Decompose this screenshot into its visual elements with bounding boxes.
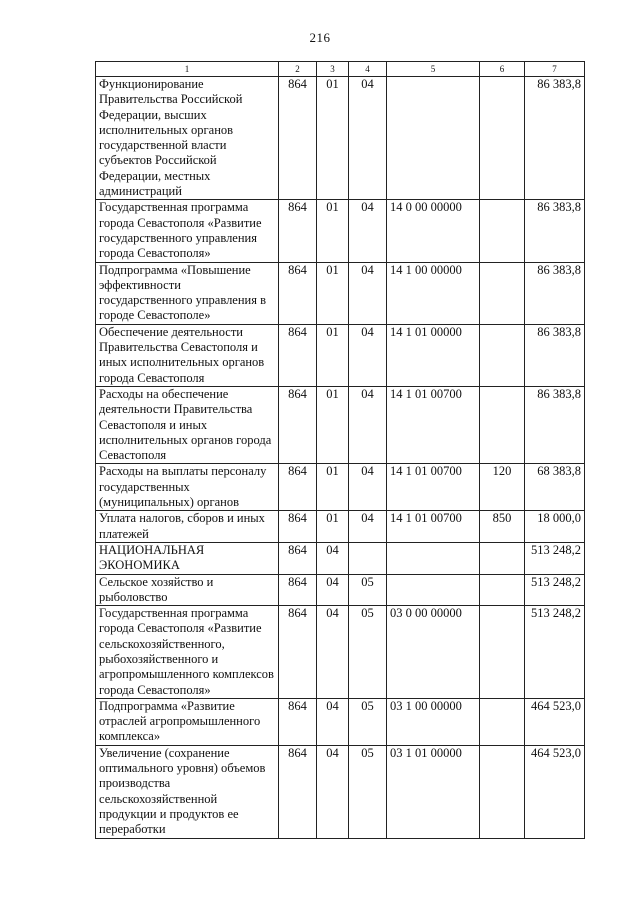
table-row: [96, 542, 585, 574]
section-code: 01: [317, 77, 349, 200]
target-article-code: [387, 77, 480, 200]
item-name: Расходы на выплаты персоналу государственных (муниципальных) органов: [96, 464, 279, 511]
subsection-code: 05: [349, 745, 387, 838]
ministry-code: 864: [279, 698, 317, 745]
target-article-code: [387, 542, 480, 574]
header-col-7: 7: [525, 62, 585, 77]
table-row: [96, 511, 585, 543]
table-row: [96, 464, 585, 511]
subsection-code: [349, 542, 387, 574]
expense-type-code: 850: [480, 511, 525, 543]
table-row: [96, 262, 585, 324]
ministry-code: 864: [279, 200, 317, 262]
amount: 86 383,8: [525, 77, 585, 200]
expense-type-code: 120: [480, 464, 525, 511]
section-code: 04: [317, 745, 349, 838]
amount: 86 383,8: [525, 262, 585, 324]
target-article-code: 14 1 01 00700: [387, 386, 480, 463]
table-row: [96, 606, 585, 699]
target-article-code: 14 1 01 00700: [387, 511, 480, 543]
ministry-code: 864: [279, 574, 317, 606]
header-row: [96, 62, 585, 77]
ministry-code: 864: [279, 77, 317, 200]
amount: 513 248,2: [525, 574, 585, 606]
item-name: Сельское хозяйство и рыболовство: [96, 574, 279, 606]
section-code: 01: [317, 511, 349, 543]
item-name: Государственная программа города Севастополя «Развитие государственного управления города Севастополя»: [96, 200, 279, 262]
item-name: Функционирование Правительства Российской Федерации, высших исполнительных органов государственной власти субъектов Российской Федерации, местных администраций: [96, 77, 279, 200]
item-name: Уплата налогов, сборов и иных платежей: [96, 511, 279, 543]
amount: 464 523,0: [525, 745, 585, 838]
amount: 513 248,2: [525, 542, 585, 574]
ministry-code: 864: [279, 606, 317, 699]
subsection-code: 04: [349, 77, 387, 200]
section-code: 04: [317, 606, 349, 699]
ministry-code: 864: [279, 745, 317, 838]
expense-type-code: [480, 574, 525, 606]
section-code: 04: [317, 698, 349, 745]
target-article-code: [387, 574, 480, 606]
subsection-code: 05: [349, 698, 387, 745]
ministry-code: 864: [279, 511, 317, 543]
subsection-code: 05: [349, 574, 387, 606]
table-row: [96, 698, 585, 745]
expense-type-code: [480, 77, 525, 200]
expense-type-code: [480, 324, 525, 386]
budget-table: [95, 61, 585, 839]
subsection-code: 04: [349, 200, 387, 262]
expense-type-code: [480, 542, 525, 574]
subsection-code: 04: [349, 464, 387, 511]
header-col-5: 5: [387, 62, 480, 77]
amount: 86 383,8: [525, 324, 585, 386]
section-code: 04: [317, 574, 349, 606]
amount: 86 383,8: [525, 386, 585, 463]
target-article-code: 03 1 00 00000: [387, 698, 480, 745]
amount: 18 000,0: [525, 511, 585, 543]
subsection-code: 04: [349, 262, 387, 324]
ministry-code: 864: [279, 324, 317, 386]
subsection-code: 05: [349, 606, 387, 699]
section-code: 01: [317, 262, 349, 324]
subsection-code: 04: [349, 511, 387, 543]
target-article-code: 14 1 00 00000: [387, 262, 480, 324]
target-article-code: 14 0 00 00000: [387, 200, 480, 262]
amount: 86 383,8: [525, 200, 585, 262]
target-article-code: 03 1 01 00000: [387, 745, 480, 838]
table-row: [96, 77, 585, 200]
table-row: [96, 324, 585, 386]
item-name: Увеличение (сохранение оптимального уровня) объемов производства сельскохозяйственной продукции и продуктов ее переработки: [96, 745, 279, 838]
expense-type-code: [480, 262, 525, 324]
item-name: Подпрограмма «Повышение эффективности государственного управления в городе Севастополе»: [96, 262, 279, 324]
item-name: Обеспечение деятельности Правительства Севастополя и иных исполнительных органов города Севастополя: [96, 324, 279, 386]
header-col-4: 4: [349, 62, 387, 77]
subsection-code: 04: [349, 386, 387, 463]
amount: 68 383,8: [525, 464, 585, 511]
target-article-code: 14 1 01 00700: [387, 464, 480, 511]
section-code: 01: [317, 324, 349, 386]
ministry-code: 864: [279, 542, 317, 574]
expense-type-code: [480, 200, 525, 262]
table-row: [96, 574, 585, 606]
amount: 513 248,2: [525, 606, 585, 699]
target-article-code: 14 1 01 00000: [387, 324, 480, 386]
table-row: [96, 200, 585, 262]
section-code: 01: [317, 464, 349, 511]
page-number: 216: [309, 30, 331, 45]
header-col-1: 1: [96, 62, 279, 77]
item-name: НАЦИОНАЛЬНАЯ ЭКОНОМИКА: [96, 542, 279, 574]
section-code: 01: [317, 386, 349, 463]
item-name: Государственная программа города Севастополя «Развитие сельскохозяйственного, рыбохозяйственного и агропромышленного комплексов города Севастополя»: [96, 606, 279, 699]
expense-type-code: [480, 698, 525, 745]
expense-type-code: [480, 745, 525, 838]
target-article-code: 03 0 00 00000: [387, 606, 480, 699]
expense-type-code: [480, 606, 525, 699]
section-code: 01: [317, 200, 349, 262]
item-name: Расходы на обеспечение деятельности Правительства Севастополя и иных исполнительных органов города Севастополя: [96, 386, 279, 463]
item-name: Подпрограмма «Развитие отраслей агропромышленного комплекса»: [96, 698, 279, 745]
ministry-code: 864: [279, 464, 317, 511]
expense-type-code: [480, 386, 525, 463]
table-row: [96, 386, 585, 463]
header-col-6: 6: [480, 62, 525, 77]
ministry-code: 864: [279, 262, 317, 324]
amount: 464 523,0: [525, 698, 585, 745]
section-code: 04: [317, 542, 349, 574]
subsection-code: 04: [349, 324, 387, 386]
ministry-code: 864: [279, 386, 317, 463]
header-col-3: 3: [317, 62, 349, 77]
header-col-2: 2: [279, 62, 317, 77]
table-row: [96, 745, 585, 838]
